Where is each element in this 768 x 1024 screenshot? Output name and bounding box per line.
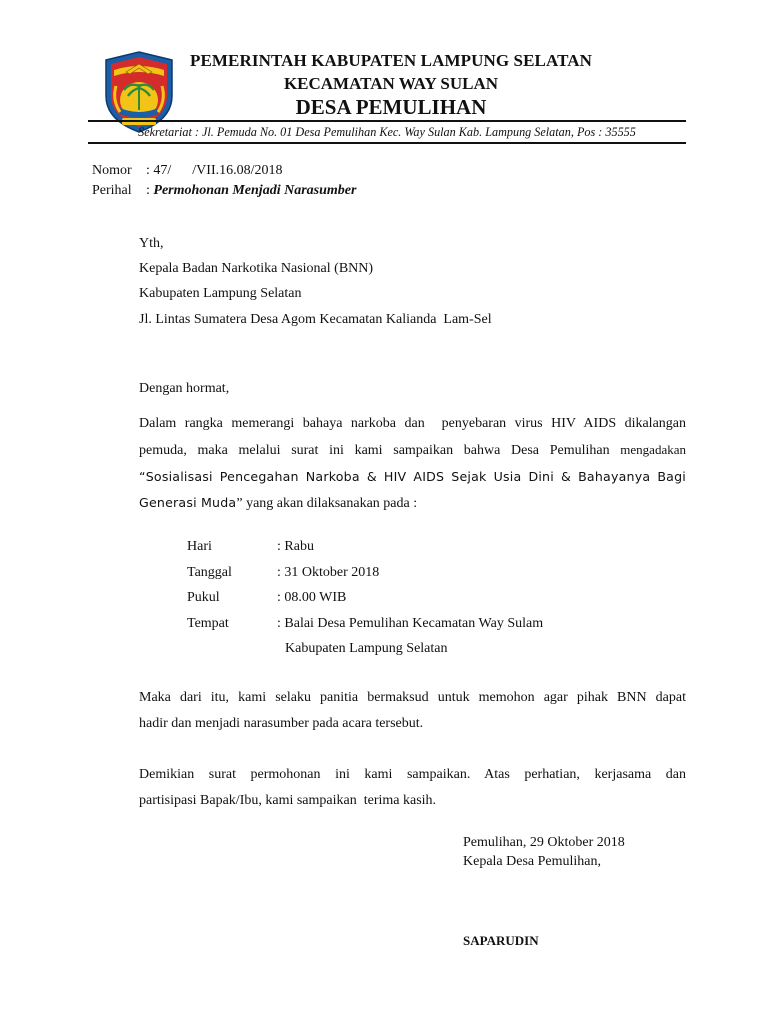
letterhead-district: KECAMATAN WAY SULAN [283,74,499,93]
para1-line-2-text: pemuda, maka melalui surat ini kami sampaikan bahwa Desa Pemulihan [139,443,621,458]
body-paragraph-2 [139,685,686,737]
schedule-label-hari: Hari [187,539,212,554]
signatory-name: SAPARUDIN [463,933,539,948]
para2-line-2: hadir dan menjadi narasumber pada acara tersebut. [139,716,424,731]
perihal-colon: : [146,183,154,198]
recipient-line-1: Kepala Badan Narkotika Nasional (BNN) [139,261,374,276]
letterhead-village: DESA PEMULIHAN [295,95,487,119]
schedule-label-tempat: Tempat [187,616,229,631]
para1-line-4 [139,490,686,517]
para3-line-2: partisipasi Bapak/Ibu, kami sampaikan terima kasih. [139,793,437,808]
recipient-line-2: Kabupaten Lampung Selatan [139,286,302,301]
recipient-greeting: Yth, [139,236,164,251]
opening-salutation: Dengan hormat, [139,381,230,396]
perihal-line [146,182,356,200]
schedule-label-tanggal: Tanggal [187,565,232,580]
body-paragraph-1 [139,411,686,517]
signature-place-date: Pemulihan, 29 Oktober 2018 [463,835,625,850]
nomor-value: : 47/ /VII.16.08/2018 [146,163,283,178]
schedule-value-tempat: : Balai Desa Pemulihan Kecamatan Way Sulam [277,616,544,631]
signature-title: Kepala Desa Pemulihan, [463,854,602,869]
letterhead-address-bar [88,120,686,144]
perihal-value: Permohonan Menjadi Narasumber [153,183,357,198]
para1-line-3: “Sosialisasi Pencegahan Narkoba & HIV AIDS Sejak Usia Dini & Bahayanya Bagi [139,469,686,484]
recipient-line-3: Jl. Lintas Sumatera Desa Agom Kecamatan Kalianda Lam-Sel [139,312,492,327]
schedule-value-tanggal: : 31 Oktober 2018 [277,565,380,580]
perihal-label: Perihal [92,183,132,198]
para1-line-2-verb: mengadakan [620,442,686,457]
schedule-label-pukul: Pukul [187,590,220,605]
schedule-value-tempat-cont: Kabupaten Lampung Selatan [285,641,448,656]
para1-line-4-text: ” yang akan dilaksanakan pada : [236,496,418,511]
body-paragraph-3 [139,762,686,814]
schedule-value-hari: : Rabu [277,539,314,554]
schedule-value-pukul: : 08.00 WIB [277,590,347,605]
letterhead-government: PEMERINTAH KABUPATEN LAMPUNG SELATAN [189,51,592,70]
letterhead-address: Sekretariat : Jl. Pemuda No. 01 Desa Pemulihan Kec. Way Sulan Kab. Lampung Selatan, Pos : 35555 [138,124,636,139]
para1-line-2 [139,437,686,464]
nomor-label: Nomor [92,163,132,178]
para2-line-1: Maka dari itu, kami selaku panitia bermaksud untuk memohon agar pihak BNN dapat [139,690,686,705]
para3-line-1: Demikian surat permohonan ini kami sampaikan. Atas perhatian, kerjasama dan [139,767,686,782]
para1-line-1: Dalam rangka memerangi bahaya narkoba dan penyebaran virus HIV AIDS dikalangan [139,416,686,431]
event-name-tail: Generasi Muda [139,495,237,510]
